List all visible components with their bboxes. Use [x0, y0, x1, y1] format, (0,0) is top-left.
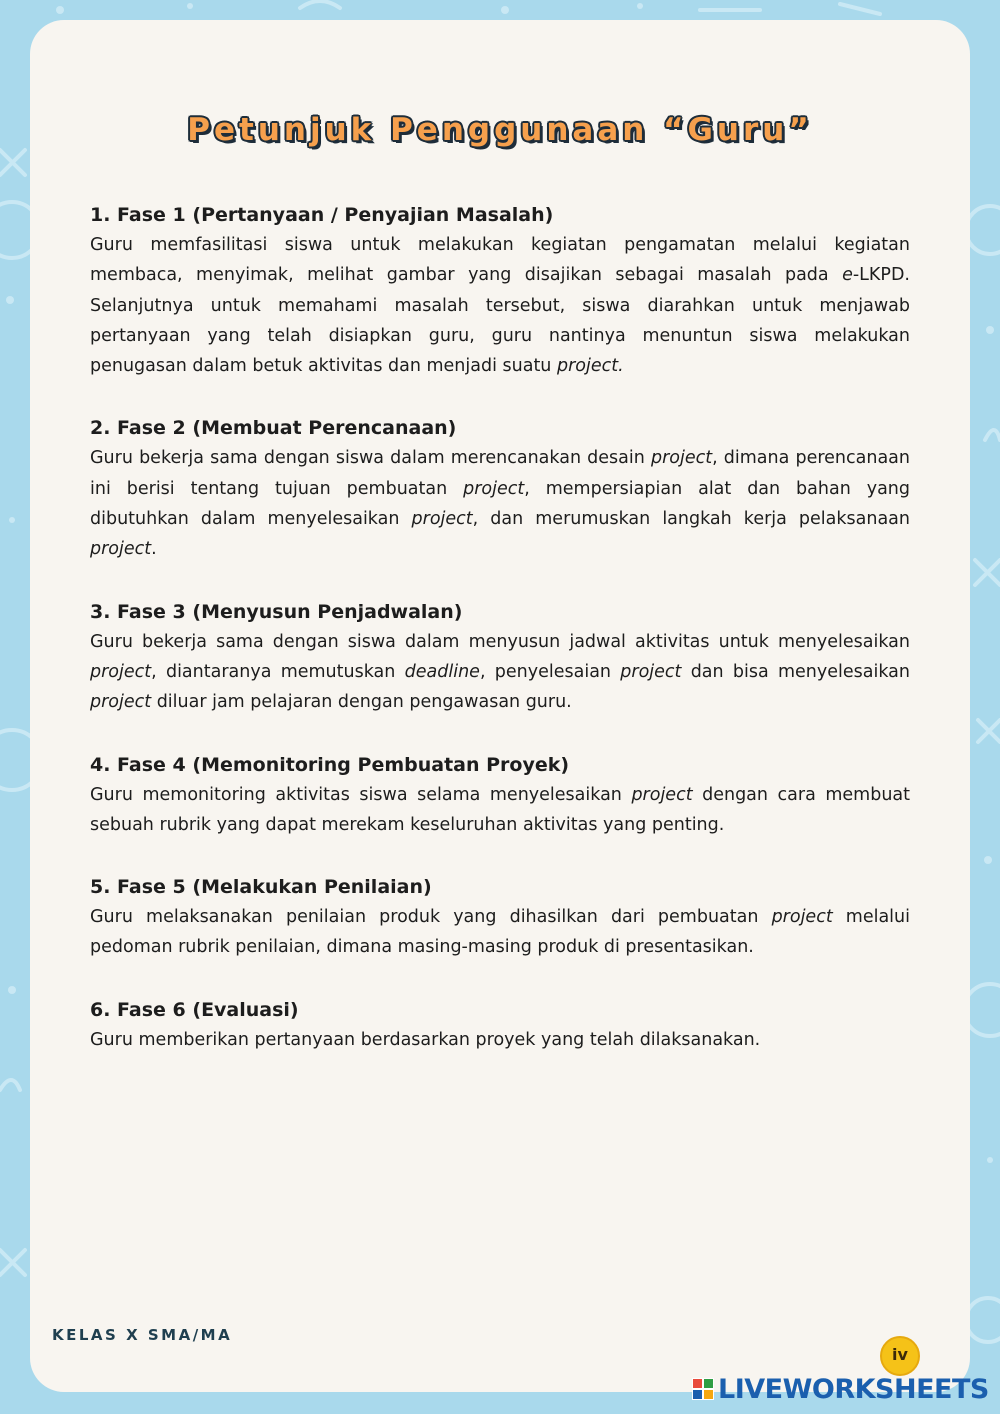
phase-title: 3. Fase 3 (Menyusun Penjadwalan)	[90, 600, 463, 623]
text-run: , dan merumuskan langkah kerja pelaksanaan	[472, 509, 910, 530]
italic-run: project	[463, 478, 525, 499]
text-run: .	[151, 539, 157, 560]
phase-title: 1. Fase 1 (Pertanyaan / Penyajian Masalah)	[90, 204, 554, 226]
phase-1	[90, 200, 910, 381]
text-run: , penyelesaian	[479, 661, 621, 682]
text-run: diluar jam pelajaran dengan pengawasan guru.	[151, 692, 572, 713]
phase-title: 6. Fase 6 (Evaluasi)	[90, 998, 299, 1021]
content-card	[30, 20, 970, 1392]
italic-run: project	[90, 661, 152, 682]
phase-4	[90, 750, 910, 841]
phase-description	[90, 1025, 910, 1055]
italic-run: project	[631, 784, 693, 805]
page-title: Petunjuk Penggunaan “Guru”	[187, 112, 813, 148]
phase-description	[90, 230, 910, 381]
text-run: Guru melaksanakan penilaian produk yang dihasilkan dari pembuatan	[90, 907, 772, 928]
phase-title: 4. Fase 4 (Memonitoring Pembuatan Proyek)	[90, 753, 570, 776]
phase-list	[90, 200, 910, 1087]
brand-name: LIVEWORKSHEETS	[718, 1373, 989, 1405]
text-run: , dimana perencanaan ini berisi tentang tujuan pembuatan	[90, 448, 910, 499]
phase-6	[90, 995, 910, 1055]
italic-run: project	[411, 509, 473, 530]
text-run: Guru bekerja sama dengan siswa dalam menyusun jadwal aktivitas untuk menyelesaikan	[90, 631, 910, 652]
italic-run: project	[620, 661, 682, 682]
text-run: Guru memfasilitasi siswa untuk melakukan kegiatan pengamatan melalui kegiatan membaca, menyimak, melihat gambar yang disajikan sebagai masalah pada	[90, 235, 910, 286]
italic-run: project	[650, 448, 713, 469]
phase-5	[90, 872, 910, 963]
text-run: -LKPD. Selanjutnya untuk memahami masalah tersebut, siswa diarahkan untuk menjawab pertanyaan yang telah disiapkan guru, guru nantinya menuntun siswa melakukan penugasan dalam betuk aktivitas dan menjadi suatu	[90, 265, 910, 377]
phase-description	[90, 780, 910, 841]
text-run: , mempersiapian alat dan bahan yang dibutuhkan dalam menyelesaikan	[90, 478, 910, 530]
italic-run: project	[90, 692, 152, 713]
liveworksheets-badge-icon[interactable]: iv	[880, 1336, 920, 1376]
text-run: melalui pedoman rubrik penilaian, dimana masing-masing produk di presentasikan.	[90, 907, 910, 958]
text-run: dengan cara membuat sebuah rubrik yang dapat merekam keseluruhan aktivitas yang penting.	[90, 784, 910, 835]
italic-run: project	[90, 539, 152, 560]
phase-description	[90, 902, 910, 963]
liveworksheets-logo[interactable]	[692, 1374, 989, 1404]
text-run: Guru memonitoring aktivitas siswa selama menyelesaikan	[90, 784, 632, 805]
text-run: , diantaranya memutuskan	[151, 661, 405, 682]
text-run: Guru bekerja sama dengan siswa dalam merencanakan desain	[90, 448, 651, 469]
phase-2	[90, 413, 910, 564]
phase-3	[90, 597, 910, 718]
italic-run: e	[842, 265, 853, 286]
phase-description	[90, 443, 910, 564]
italic-run: deadline	[404, 661, 480, 682]
italic-run: project.	[556, 356, 624, 377]
text-run: dan bisa menyelesaikan	[681, 661, 910, 682]
class-label: KELAS X SMA/MA	[52, 1326, 233, 1344]
italic-run: project	[771, 907, 833, 928]
phase-title: 5. Fase 5 (Melakukan Penilaian)	[90, 876, 432, 899]
phase-title: 2. Fase 2 (Membuat Perencanaan)	[90, 417, 457, 440]
text-run: Guru memberikan pertanyaan berdasarkan proyek yang telah dilaksanakan.	[90, 1029, 761, 1050]
phase-description	[90, 627, 910, 718]
grid-icon	[692, 1378, 714, 1400]
